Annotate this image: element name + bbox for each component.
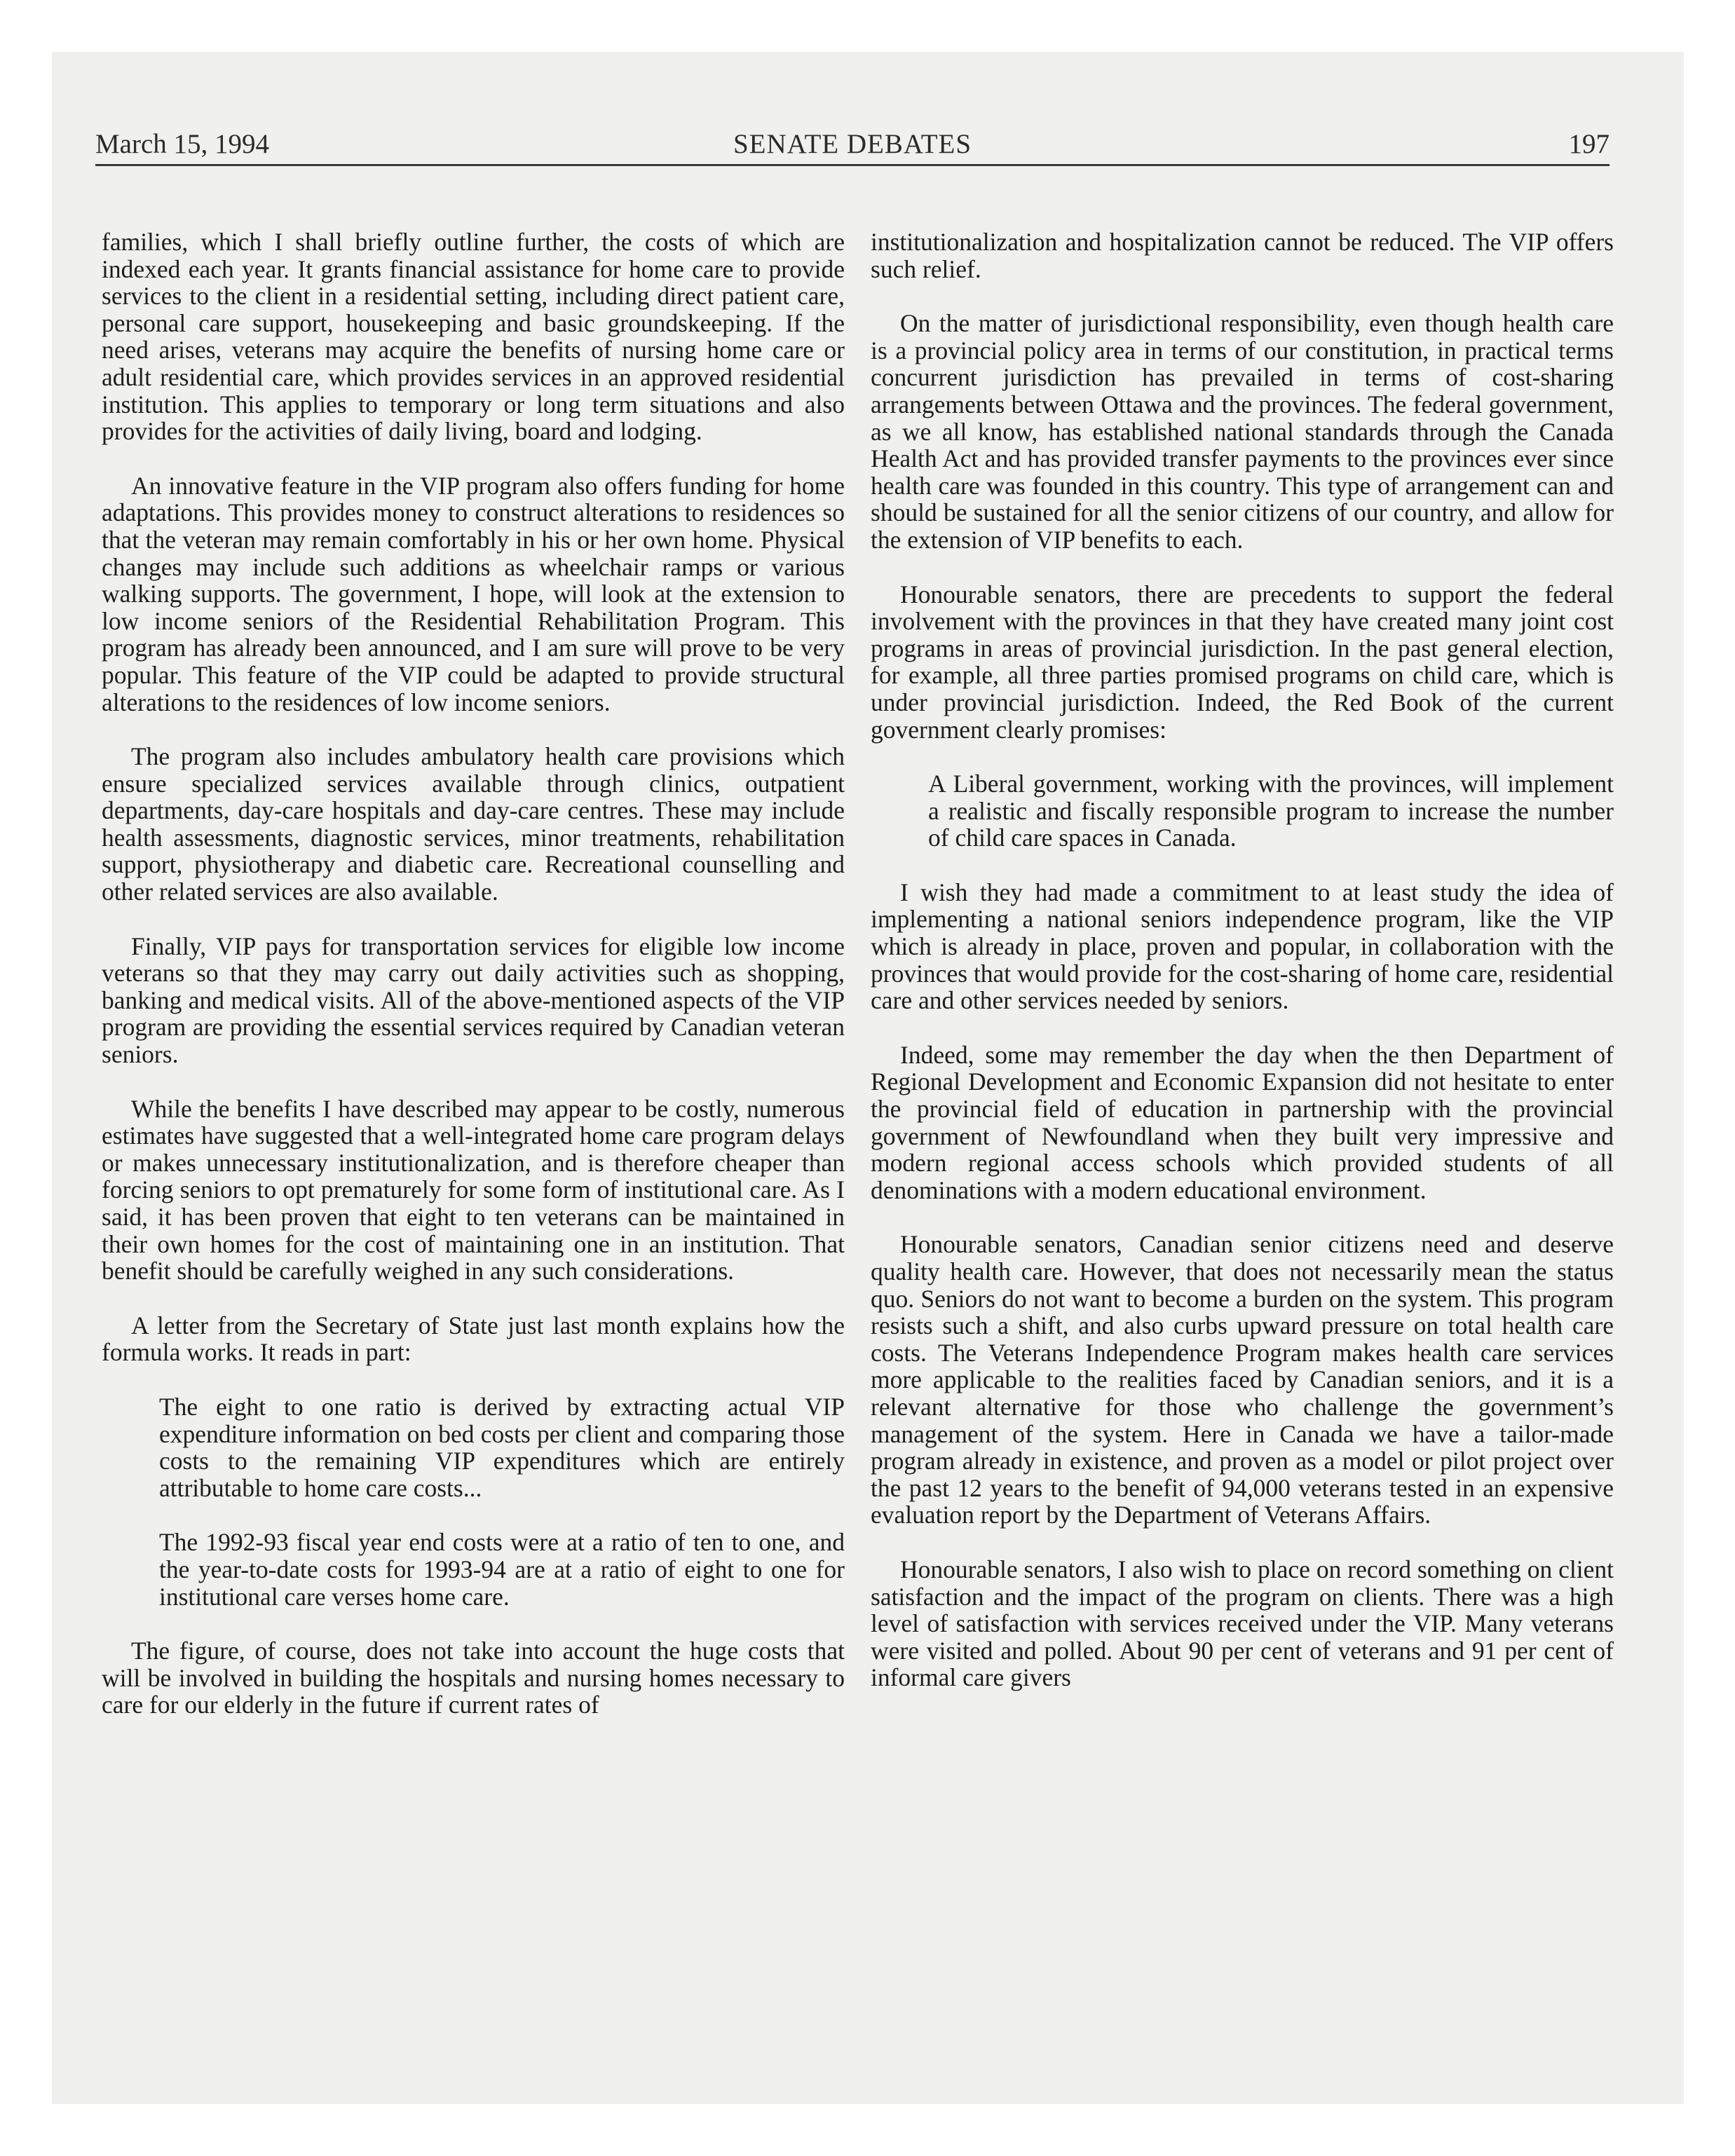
right-column [871,228,1614,1719]
paragraph: I wish they had made a commitment to at least study the idea of implementing a national seniors independence program, like the VIP which is already in place, proven and popular, in collaboration with the provinces that would provide for the cost-sharing of home care, residential care and other services needed by seniors. [871,878,1614,1015]
paragraph: Honourable senators, there are precedents to support the federal involvement with the provinces in that they have created many joint cost programs in areas of provincial jurisdiction. In the past general election, for example, all three parties promised programs on child care, which is under provincial jurisdiction. Indeed, the Red Book of the current government clearly promises: [871,580,1614,744]
paragraph: Honourable senators, Canadian senior citizens need and deserve quality health care. However, that does not necessarily mean the status quo. Seniors do not want to become a burden on the system. This program resists such a shift, and also curbs upward pressure on total health care costs. The Veterans Independence Program makes health care services more applicable to the realities faced by Canadian seniors, and it is a relevant alternative for those who challenge the government’s management of the system. Here in Canada we have a tailor-made program already in existence, and proven as a model or pilot project over the past 12 years to the benefit of 94,000 veterans tested in an expensive evaluation report by the Department of Veterans Affairs. [871,1230,1614,1529]
page-header [95,125,1610,164]
paragraph: An innovative feature in the VIP program also offers funding for home adaptations. This provides money to construct alterations to residences so that the veteran may remain comfortably in his or her own home. Physical changes may include such additions as wheelchair ramps or various walking supports. The government, I hope, will look at the extension to low income seniors of the Residential Rehabilitation Program. This program has already been announced, and I am sure will prove to be very popular. This feature of the VIP could be adapted to provide structural alterations to the residences of low income seniors. [102,471,845,716]
paragraph: The program also includes ambulatory health care provisions which ensure specialized services available through clinics, outpatient departments, day-care hospitals and day-care centres. These may include health assessments, diagnostic services, minor treatments, rehabilitation support, physiotherapy and diabetic care. Recreational counselling and other related services are also available. [102,742,845,906]
paragraph: On the matter of jurisdictional responsibility, even though health care is a provincial policy area in terms of our constitution, in practical terms concurrent jurisdiction has prevailed in terms of cost-sharing arrangements between Ottawa and the provinces. The federal government, as we all know, has established national standards through the Canada Health Act and has provided transfer payments to the provinces ever since health care was founded in this country. This type of arrangement can and should be sustained for all the senior citizens of our country, and allow for the extension of VIP benefits to each. [871,309,1614,554]
quote-paragraph: The eight to one ratio is derived by extracting actual VIP expenditure information on bed costs per client and comparing those costs to the remaining VIP expenditures which are entirely attributable to home care costs... [159,1392,845,1502]
header-rule [95,164,1610,166]
paragraph: The figure, of course, does not take into account the huge costs that will be involved in building the hospitals and nursing homes necessary to care for our elderly in the future if current rates of [102,1637,845,1719]
left-column [102,228,845,1746]
paragraph: Honourable senators, I also wish to place on record something on client satisfaction and the impact of the program on clients. There was a high level of satisfaction with services received under the VIP. Many veterans were visited and polled. About 90 per cent of veterans and 91 per cent of informal care givers [871,1555,1614,1692]
page-number: 197 [1568,129,1610,159]
paragraph: A letter from the Secretary of State just last month explains how the formula works. It reads in part: [102,1311,845,1367]
paragraph: Indeed, some may remember the day when the then Department of Regional Development and Economic Expansion did not hesitate to enter the provincial field of education in partnership with the provincial government of Newfoundland when they built very impressive and modern regional access schools which provided students of all denominations with a modern educational environment. [871,1040,1614,1204]
paragraph: Finally, VIP pays for transportation services for eligible low income veterans so that they may carry out daily activities such as shopping, banking and medical visits. All of the above-mentioned aspects of the VIP program are providing the essential services required by Canadian veteran seniors. [102,932,845,1069]
paragraph: families, which I shall briefly outline further, the costs of which are indexed each year. It grants financial assistance for home care to provide services to the client in a residential setting, including direct patient care, personal care support, housekeeping and basic groundskeeping. If the need arises, veterans may acquire the benefits of nursing home care or adult residential care, which provides services in an approved residential institution. This applies to temporary or long term situations and also provides for the activities of daily living, board and lodging. [102,228,845,446]
paragraph: While the benefits I have described may appear to be costly, numerous estimates have suggested that a well-integrated home care program delays or makes unnecessary institutionalization, and is therefore cheaper than forcing seniors to opt prematurely for some form of institutional care. As I said, it has been proven that eight to ten veterans can be maintained in their own homes for the cost of maintaining one in an institution. That benefit should be carefully weighed in any such considerations. [102,1094,845,1285]
quote-paragraph: A Liberal government, working with the provinces, will implement a realistic and fiscally responsible program to increase the number of child care spaces in Canada. [928,770,1614,852]
block-quote [159,1393,845,1610]
header-date: March 15, 1994 [95,129,270,159]
paragraph: institutionalization and hospitalization cannot be reduced. The VIP offers such relief. [871,228,1614,283]
quote-paragraph: The 1992-93 fiscal year end costs were at a ratio of ten to one, and the year-to-date costs for 1993-94 are at a ratio of eight to one for institutional care verses home care. [159,1528,845,1611]
block-quote [928,770,1614,852]
header-title: SENATE DEBATES [733,129,972,159]
